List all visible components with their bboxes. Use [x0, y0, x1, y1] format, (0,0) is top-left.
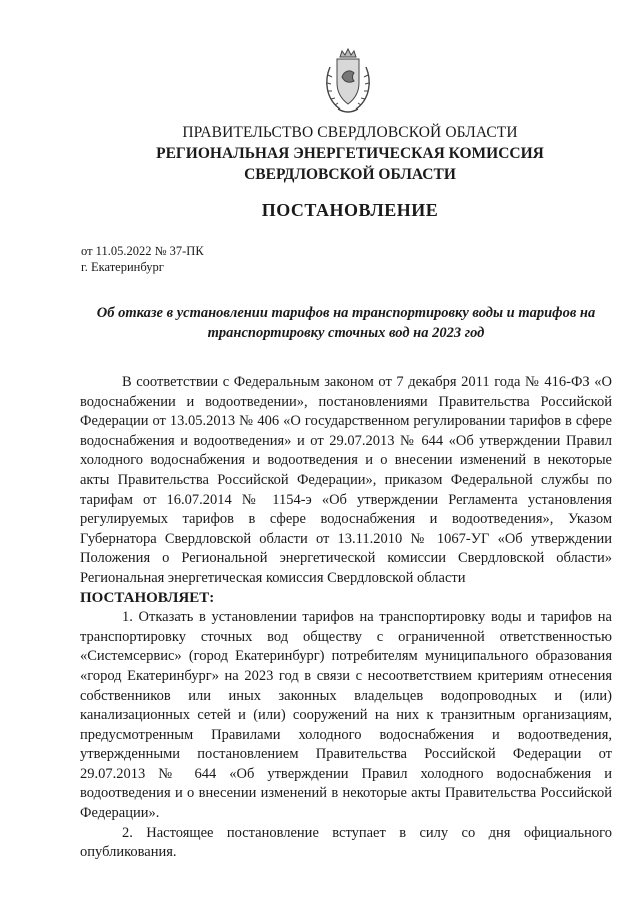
document-body [80, 373, 612, 863]
region-name: СВЕРДЛОВСКОЙ ОБЛАСТИ [244, 166, 456, 183]
document-subject: Об отказе в установлении тарифов на транспортировку воды и тарифов на транспортировку сточных вод на 2023 год [96, 305, 596, 341]
coat-of-arms-icon [318, 47, 378, 117]
document-date-number: от 11.05.2022 № 37-ПК [81, 244, 204, 258]
document-type: ПОСТАНОВЛЕНИЕ [261, 200, 439, 220]
document-place: г. Екатеринбург [81, 260, 164, 274]
resolution-item-2: 2. Настоящее постановление вступает в силу со дня официального опубликования. [80, 824, 612, 861]
preamble-paragraph: В соответствии с Федеральным законом от 7 декабря 2011 года № 416-ФЗ «О водоснабжении и водоотведении», постановлениями Правительства Российской Федерации от 13.05.2013 № 406 «О государственном регулировании тарифов в сфере водоснабжения и водоотведения» и от 29.07.2013 № 644 «Об утверждении Правил холодного водоснабжения и водоотведения и о внесении изменений в некоторые акты Правительства Российской Федерации», приказом Федеральной службы по тарифам от 16.07.2014 № 1154-э «Об утверждении Регламента установления регулируемых тарифов в сфере водоснабжения и водоотведения», Указом Губернатора Свердловской области от 13.11.2010 № 1067-УГ «Об утверждении Положения о Региональной энергетической комиссии Свердловской области» Региональная энергетическая комиссия Свердловской области [80, 374, 612, 586]
resolves-heading: ПОСТАНОВЛЯЕТ: [80, 589, 215, 606]
government-name: ПРАВИТЕЛЬСТВО СВЕРДЛОВСКОЙ ОБЛАСТИ [182, 124, 518, 141]
commission-name: РЕГИОНАЛЬНАЯ ЭНЕРГЕТИЧЕСКАЯ КОМИССИЯ [156, 145, 544, 162]
resolution-item-1: 1. Отказать в установлении тарифов на транспортировку воды и тарифов на транспортировку сточных вод обществу с ограниченной ответственностью «Системсервис» (город Екатеринбург) потребителям муниципального образования «город Екатеринбург» на 2023 год в связи с несоответствием критериям отнесения собственников или иных законных владельцев водопроводных и (или) канализационных сетей и (или) сооружений на них к транзитным организациям, предусмотренным Правилами холодного водоснабжения и водоотведения, утвержденными постановлением Правительства Российской Федерации от 29.07.2013 № 644 «Об утверждении Правил холодного водоснабжения и водоотведения и о внесении изменений в некоторые акты Правительства Российской Федерации». [80, 609, 612, 822]
